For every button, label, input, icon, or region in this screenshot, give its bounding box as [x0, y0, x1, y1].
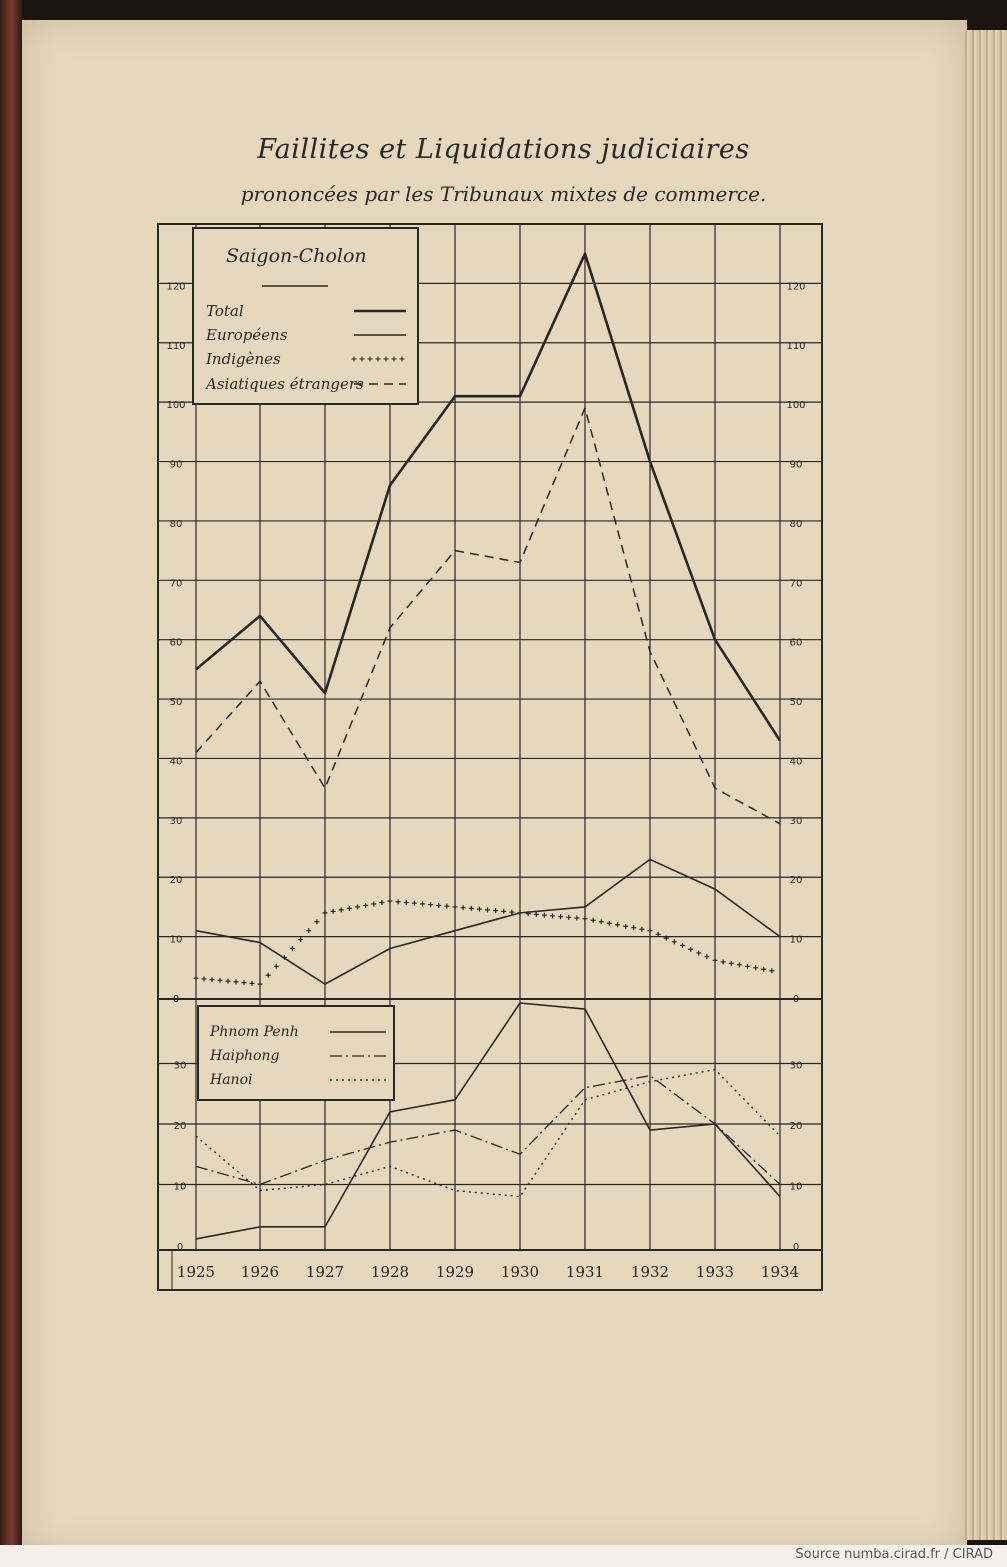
y-tick-right-top-100: 100	[786, 400, 806, 412]
top-cross-indig-nes	[218, 978, 223, 983]
y-tick-left-top-70: 70	[169, 578, 183, 590]
top-cross-indig-nes	[412, 901, 417, 906]
x-tick-1930: 1930	[500, 1263, 540, 1281]
y-tick-right-top-70: 70	[789, 578, 803, 590]
y-tick-right-top-0: 0	[792, 994, 800, 1005]
y-tick-right-top-60: 60	[789, 637, 803, 649]
top-cross-indig-nes	[371, 901, 376, 906]
top-cross-indig-nes	[355, 904, 360, 909]
top-cross-indig-nes	[250, 981, 255, 986]
top-cross-indig-nes	[607, 921, 612, 926]
top-cross-indig-nes	[623, 924, 628, 929]
y-tick-left-bottom-30: 30	[173, 1060, 187, 1072]
top-cross-indig-nes	[274, 964, 279, 969]
top-cross-indig-nes	[469, 906, 474, 911]
x-tick-1928: 1928	[370, 1263, 410, 1281]
top-cross-indig-nes	[314, 919, 319, 924]
legend-label-europ-ens: Européens	[206, 326, 288, 344]
top-cross-indig-nes	[493, 908, 498, 913]
top-cross-indig-nes	[444, 904, 449, 909]
top-cross-indig-nes	[639, 927, 644, 932]
y-tick-left-bottom-20: 20	[173, 1121, 187, 1132]
y-tick-right-bottom-0: 0	[792, 1242, 800, 1253]
x-tick-1927: 1927	[305, 1263, 345, 1281]
top-cross-indig-nes	[210, 977, 215, 982]
top-cross-indig-nes	[306, 928, 311, 933]
y-tick-left-top-60: 60	[169, 637, 183, 649]
top-cross-indig-nes	[591, 918, 596, 923]
top-cross-indig-nes	[696, 950, 701, 955]
top-cross-indig-nes	[404, 900, 409, 905]
top-cross-indig-nes	[298, 937, 303, 942]
y-tick-left-top-0: 0	[172, 994, 180, 1005]
top-cross-indig-nes	[477, 907, 482, 912]
y-tick-right-bottom-10: 10	[789, 1181, 803, 1193]
top-cross-indig-nes	[396, 899, 401, 904]
top-line-asiatiques-trangers	[196, 408, 780, 824]
y-tick-right-top-110: 110	[786, 340, 806, 352]
top-cross-indig-nes	[729, 961, 734, 966]
legend-label-total: Total	[206, 302, 244, 320]
y-tick-right-top-10: 10	[789, 934, 803, 946]
top-line-europ-ens	[196, 859, 780, 984]
chart-subtitle: prononcées par les Tribunaux mixtes de commerce.	[240, 182, 767, 206]
top-cross-indig-nes	[379, 900, 384, 905]
top-cross-indig-nes	[745, 964, 750, 969]
y-tick-left-bottom-0: 0	[176, 1242, 184, 1253]
legend-title: Saigon-Cholon	[226, 245, 367, 267]
top-cross-indig-nes	[615, 922, 620, 927]
top-cross-indig-nes	[737, 962, 742, 967]
y-tick-right-top-30: 30	[789, 815, 803, 827]
y-tick-left-top-80: 80	[169, 518, 183, 530]
x-tick-1929: 1929	[435, 1263, 475, 1281]
y-tick-left-bottom-10: 10	[173, 1181, 187, 1193]
top-cross-indig-nes	[574, 916, 579, 921]
top-cross-indig-nes	[485, 907, 490, 912]
top-cross-indig-nes	[721, 959, 726, 964]
top-cross-indig-nes	[226, 979, 231, 984]
top-cross-indig-nes	[631, 925, 636, 930]
y-tick-right-top-50: 50	[789, 697, 803, 709]
top-cross-indig-nes	[331, 909, 336, 914]
top-cross-indig-nes	[290, 946, 295, 951]
y-tick-left-top-50: 50	[169, 697, 183, 709]
top-cross-indig-nes	[461, 905, 466, 910]
top-cross-indig-nes	[534, 912, 539, 917]
top-cross-indig-nes	[428, 902, 433, 907]
top-cross-indig-nes	[363, 903, 368, 908]
legend-label-hanoi: Hanoi	[210, 1072, 253, 1088]
y-tick-left-top-120: 120	[166, 281, 186, 293]
top-cross-indig-nes	[761, 967, 766, 972]
top-cross-indig-nes	[542, 913, 547, 918]
chart-title: Faillites et Liquidations judiciaires	[257, 134, 750, 165]
top-cross-indig-nes	[680, 943, 685, 948]
legend-label-indig-nes: Indigènes	[206, 350, 281, 368]
top-cross-indig-nes	[436, 903, 441, 908]
y-tick-right-bottom-30: 30	[789, 1060, 803, 1072]
y-tick-right-top-120: 120	[786, 281, 806, 293]
y-tick-left-top-40: 40	[169, 756, 183, 768]
top-cross-indig-nes	[558, 914, 563, 919]
top-cross-indig-nes	[347, 906, 352, 911]
top-cross-indig-nes	[266, 973, 271, 978]
legend-label-asiatiques-trangers: Asiatiques étrangers	[206, 375, 364, 393]
y-tick-left-top-110: 110	[166, 340, 186, 352]
y-tick-right-top-20: 20	[789, 875, 803, 887]
x-tick-1925: 1925	[176, 1263, 216, 1281]
y-tick-left-top-100: 100	[166, 400, 186, 412]
y-tick-left-top-20: 20	[169, 875, 183, 887]
y-tick-right-top-40: 40	[789, 756, 803, 768]
y-tick-left-top-10: 10	[169, 934, 183, 946]
legend-label-phnom-penh: Phnom Penh	[210, 1024, 299, 1040]
top-cross-indig-nes	[599, 919, 604, 924]
top-cross-indig-nes	[234, 979, 239, 984]
x-tick-1932: 1932	[630, 1263, 670, 1281]
x-tick-1931: 1931	[565, 1263, 605, 1281]
top-cross-indig-nes	[202, 976, 207, 981]
top-cross-indig-nes	[242, 980, 247, 985]
y-tick-right-top-80: 80	[789, 518, 803, 530]
y-tick-left-top-90: 90	[169, 459, 183, 471]
top-cross-indig-nes	[704, 954, 709, 959]
top-cross-indig-nes	[672, 939, 677, 944]
x-tick-1934: 1934	[760, 1263, 800, 1281]
y-tick-left-top-30: 30	[169, 815, 183, 827]
top-cross-indig-nes	[566, 915, 571, 920]
top-cross-indig-nes	[501, 909, 506, 914]
top-cross-indig-nes	[339, 907, 344, 912]
top-cross-indig-nes	[550, 913, 555, 918]
x-tick-1926: 1926	[240, 1263, 280, 1281]
top-cross-indig-nes	[753, 965, 758, 970]
y-tick-right-top-90: 90	[789, 459, 803, 471]
x-tick-1933: 1933	[695, 1263, 735, 1281]
y-tick-right-bottom-20: 20	[789, 1121, 803, 1132]
top-cross-indig-nes	[420, 901, 425, 906]
top-cross-indig-nes	[688, 947, 693, 952]
top-cross-indig-nes	[769, 968, 774, 973]
source-credit: Source numba.cirad.fr / CIRAD	[795, 1547, 993, 1562]
legend-label-haiphong: Haiphong	[210, 1048, 280, 1064]
